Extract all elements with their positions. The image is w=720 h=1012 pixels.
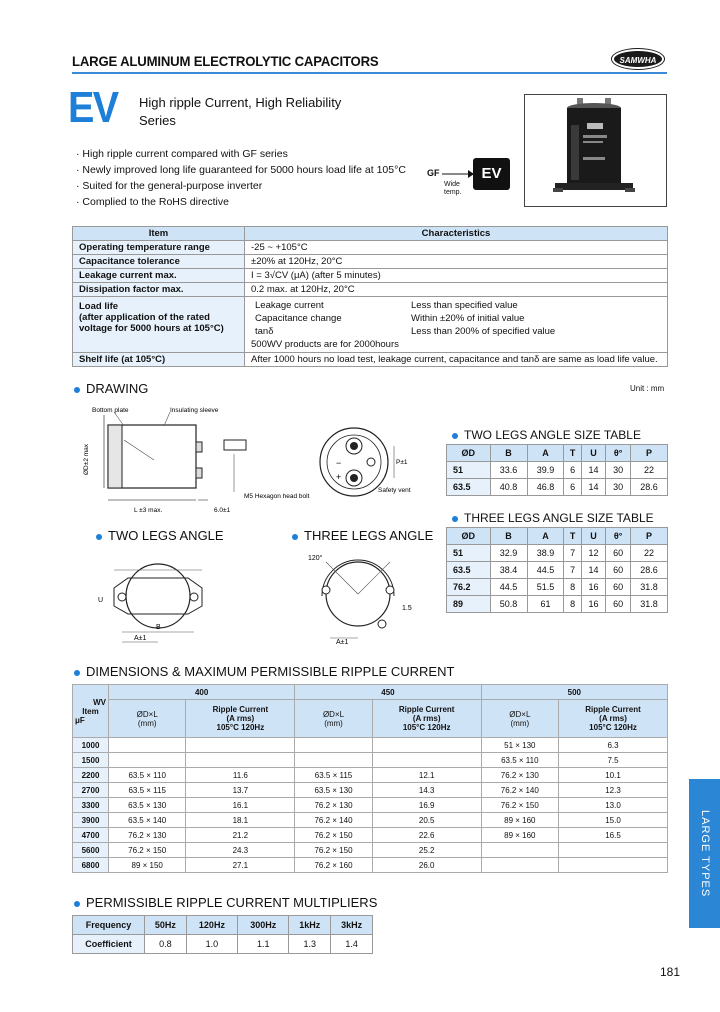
voltage-header: 400 [109,685,295,700]
uf-label: μF [75,715,85,725]
table-row [73,768,668,783]
bullet-dot-icon [74,670,80,676]
freq-cell: 120Hz [186,916,237,935]
table-row [73,828,668,843]
table-row [73,283,668,297]
cell: 76.2 × 130 [295,798,372,813]
ripple-line: (A rms) [412,714,441,723]
dimensions-title: DIMENSIONS & MAXIMUM PERMISSIBLE RIPPLE CURRENT [86,664,455,679]
label-lmax: L ±3 max. [134,507,163,514]
arrow-label [444,181,462,197]
cell: 50.8 [490,596,527,613]
cell: 10.1 [559,768,668,783]
cell: 63.5 × 130 [109,798,186,813]
cell: 16.5 [559,828,668,843]
label-15: 1.5 [402,605,412,612]
cell: 51 [447,545,491,562]
cell: 61 [527,596,564,613]
multipliers-heading [74,895,377,910]
page-number: 181 [660,965,681,979]
table-row [73,916,373,935]
capacitance-cell: 6800 [73,858,109,873]
two-legs-table-title: TWO LEGS ANGLE SIZE TABLE [464,428,641,442]
col-header: T [564,445,581,462]
cell: 27.1 [186,858,295,873]
col-header: U [581,528,606,545]
cell: 76.2 × 160 [295,858,372,873]
plus-icon: + [336,472,342,482]
spec-item: Operating temperature range [73,241,245,255]
table-row [73,269,668,283]
three-legs-drawing [296,548,436,652]
three-legs-table-title: THREE LEGS ANGLE SIZE TABLE [464,511,654,525]
minus-icon: − [336,458,342,468]
wv-label: WV [93,697,106,707]
table-row [73,297,668,353]
drawing-title: DRAWING [86,381,149,396]
cell: 6.3 [559,738,668,753]
cell: 46.8 [527,479,564,496]
feature-item: · Complied to the RoHS directive [76,194,406,210]
cell: 24.3 [186,843,295,858]
table-row [447,562,668,579]
cell [109,738,186,753]
cell: 6 [564,479,581,496]
three-legs-heading [292,528,433,543]
load-life-val: Less than 200% of specified value [411,326,556,337]
cell [372,753,481,768]
cell: 51 [447,462,491,479]
cell: 16.9 [372,798,481,813]
capacitance-cell: 2200 [73,768,109,783]
bullet-dot-icon [74,901,80,907]
label-120: 120° [308,555,323,562]
cell: 63.5 [447,479,491,496]
load-life-line: voltage for 5000 hours at 105°C) [79,323,224,334]
freq-label: Frequency [73,916,145,935]
cell: 38.4 [490,562,527,579]
table-row [73,241,668,255]
cell: 89 × 160 [481,828,558,843]
cell [109,753,186,768]
cell: 60 [606,562,631,579]
spec-value: -25 ~ +105°C [245,241,668,255]
cell [186,753,295,768]
table-row [447,596,668,613]
cell: 32.9 [490,545,527,562]
cell: 12.1 [372,768,481,783]
feature-item: · Suited for the general-purpose inverter [76,178,406,194]
col-header: P [630,528,667,545]
size-col-label: ØD×L [509,709,531,719]
load-life-item [73,297,245,353]
gf-label: GF [427,168,440,178]
table-row [73,813,668,828]
series-subtitle [139,94,341,130]
dimensions-heading [74,664,454,679]
cell: 33.6 [490,462,527,479]
col-header: A [527,528,564,545]
capacitance-cell: 5600 [73,843,109,858]
capacitance-cell: 1500 [73,753,109,768]
cell: 25.2 [372,843,481,858]
cell: 26.0 [372,858,481,873]
two-legs-table-heading [452,428,641,442]
cell [481,843,558,858]
spec-item: Shelf life (at 105°C) [73,353,245,367]
load-life-val: Within ±20% of initial value [411,313,525,324]
spec-header-char: Characteristics [245,227,668,241]
col-header: A [527,445,564,462]
spec-table [72,226,668,367]
capacitance-cell: 1000 [73,738,109,753]
size-col [481,700,558,738]
freq-cell: 300Hz [238,916,289,935]
coef-cell: 1.3 [289,935,331,954]
cell: 63.5 [447,562,491,579]
load-life-note: 500WV products are for 2000hours [251,339,399,350]
coef-cell: 1.1 [238,935,289,954]
ripple-line: Ripple Current [585,705,641,714]
cell: 14.3 [372,783,481,798]
cell: 31.8 [630,596,667,613]
cell: 28.6 [630,479,667,496]
cell: 7 [564,562,581,579]
table-row [447,545,668,562]
cell: 76.2 × 150 [109,843,186,858]
subtitle-line-1: High ripple Current, High Reliability [139,95,342,110]
series-code: EV [68,83,118,132]
load-life-values [245,297,668,353]
ripple-line: (A rms) [226,714,255,723]
cell: 11.6 [186,768,295,783]
cell: 15.0 [559,813,668,828]
cell: 60 [606,596,631,613]
arrow-label-1: Wide [444,181,460,188]
table-row [73,783,668,798]
cell: 40.8 [490,479,527,496]
label-a: A±1 [336,639,349,646]
table-row [73,255,668,269]
col-header: T [564,528,581,545]
cell [559,843,668,858]
freq-cell: 50Hz [145,916,187,935]
table-row [73,843,668,858]
arrow-right-icon [442,170,474,180]
coef-cell: 0.8 [145,935,187,954]
capacitor-drawing [74,400,434,516]
cell: 16 [581,596,606,613]
wv-corner [73,685,109,738]
ripple-line: (A rms) [599,714,627,723]
label-pm: P±1 [396,459,408,466]
cell: 39.9 [527,462,564,479]
col-header: P [630,445,667,462]
feature-list [76,146,406,210]
capacitance-cell: 4700 [73,828,109,843]
col-header: B [490,445,527,462]
spec-header-item: Item [73,227,245,241]
cell: 16.1 [186,798,295,813]
cell: 76.2 × 150 [295,843,372,858]
capacitor-image [525,95,666,206]
cell: 16 [581,579,606,596]
col-header: U [581,445,606,462]
two-legs-title: TWO LEGS ANGLE [108,528,224,543]
table-row [73,798,668,813]
feature-item: · High ripple current compared with GF series [76,146,406,162]
multipliers-table [72,915,373,954]
cell: 89 [447,596,491,613]
load-life-key: tanδ [255,326,274,337]
page-title: LARGE ALUMINUM ELECTROLYTIC CAPACITORS [72,53,379,69]
cell: 63.5 × 110 [481,753,558,768]
cell: 28.6 [630,562,667,579]
table-row [73,753,668,768]
table-row [447,462,668,479]
cell: 63.5 × 110 [109,768,186,783]
cell: 30 [606,479,631,496]
cell: 89 × 160 [481,813,558,828]
col-header: ØD [447,528,491,545]
cell: 44.5 [490,579,527,596]
cell: 6 [564,462,581,479]
size-col-unit: (mm) [137,718,157,728]
col-header: θ° [606,445,631,462]
cell: 22 [630,545,667,562]
cell: 89 × 150 [109,858,186,873]
label-sleeve: Insulating sleeve [170,407,219,414]
cell: 44.5 [527,562,564,579]
three-legs-title: THREE LEGS ANGLE [304,528,434,543]
size-col [295,700,372,738]
voltage-header: 450 [295,685,481,700]
bullet-dot-icon [74,387,80,393]
cell: 63.5 × 140 [109,813,186,828]
label-safety: Safety vent [378,487,411,494]
cell: 60 [606,579,631,596]
col-header: ØD [447,445,491,462]
size-col [109,700,186,738]
bullet-dot-icon [292,534,298,540]
brand-logo: SAMWHA [612,49,664,69]
size-col-label: ØD×L [322,709,345,719]
load-life-val: Less than specified value [411,300,518,311]
cell: 76.2 × 150 [295,828,372,843]
cell: 76.2 × 130 [109,828,186,843]
arrow-label-2: temp. [444,189,462,196]
bullet-dot-icon [96,534,102,540]
ripple-col [559,700,668,738]
label-a: A±1 [134,635,147,642]
spec-value: I = 3√CV (μA) (after 5 minutes) [245,269,668,283]
ripple-col [372,700,481,738]
cell: 13.7 [186,783,295,798]
spec-item: Leakage current max. [73,269,245,283]
bullet-dot-icon [452,516,458,522]
cell: 14 [581,479,606,496]
cell: 7 [564,545,581,562]
freq-cell: 1kHz [289,916,331,935]
cell: 20.5 [372,813,481,828]
load-life-key: Capacitance change [255,313,342,324]
freq-cell: 3kHz [331,916,373,935]
cell: 76.2 × 140 [481,783,558,798]
item-label: Item [82,706,99,716]
ripple-line: Ripple Current [212,705,269,714]
table-row [447,579,668,596]
table-row [73,738,668,753]
cell [295,738,372,753]
label-bottom-plate: Bottom plate [92,407,129,414]
coef-cell: 1.0 [186,935,237,954]
coef-label: Coefficient [73,935,145,954]
ripple-line: 105°C 120Hz [402,723,451,732]
cell: 8 [564,596,581,613]
cell: 76.2 × 130 [481,768,558,783]
spec-item: Dissipation factor max. [73,283,245,297]
label-dim: 6.0±1 [214,507,231,514]
cell: 22 [630,462,667,479]
cell: 76.2 × 150 [481,798,558,813]
cell [295,753,372,768]
cell: 21.2 [186,828,295,843]
dimensions-table [72,684,668,873]
cell: 30 [606,462,631,479]
cell: 7.5 [559,753,668,768]
cell [372,738,481,753]
two-legs-drawing [84,548,234,652]
cell: 13.0 [559,798,668,813]
cell: 76.2 × 140 [295,813,372,828]
label-u: U [98,597,104,604]
col-header: θ° [606,528,631,545]
cell: 22.6 [372,828,481,843]
spec-value: After 1000 hours no load test, leakage current, capacitance and tanδ are same as load life value. [245,353,668,367]
cell: 63.5 × 130 [295,783,372,798]
side-tab-large-types[interactable]: LARGE TYPES [689,779,720,928]
ev-badge: EV [473,158,510,190]
capacitance-cell: 3300 [73,798,109,813]
size-col-unit: (mm) [324,718,343,728]
bullet-dot-icon [452,433,458,439]
cell [481,858,558,873]
cell [559,858,668,873]
label-b: B [156,624,161,631]
product-photo [524,94,667,207]
col-header: B [490,528,527,545]
load-life-line: (after application of the rated [79,312,210,323]
label-phi: ØD±2 max [83,443,90,475]
title-underline [72,72,667,74]
table-row [73,353,668,367]
label-bolt: M5 Hexagon head bolt [244,493,310,500]
subtitle-line-2: Series [139,113,176,128]
cell: 60 [606,545,631,562]
cell: 8 [564,579,581,596]
two-legs-size-table [446,444,668,496]
ripple-col [186,700,295,738]
feature-item: · Newly improved long life guaranteed for 5000 hours load life at 105°C [76,162,406,178]
ripple-line: Ripple Current [398,705,455,714]
cell: 51 × 130 [481,738,558,753]
cell: 76.2 [447,579,491,596]
cell: 14 [581,462,606,479]
spec-item: Capacitance tolerance [73,255,245,269]
cell: 14 [581,562,606,579]
cell: 18.1 [186,813,295,828]
cell: 12.3 [559,783,668,798]
table-row [447,479,668,496]
ripple-line: 105°C 120Hz [216,723,265,732]
three-legs-table-heading [452,511,654,525]
coef-cell: 1.4 [331,935,373,954]
drawing-heading [74,381,148,396]
capacitance-cell: 2700 [73,783,109,798]
two-legs-heading [96,528,224,543]
cell: 12 [581,545,606,562]
cell: 63.5 × 115 [109,783,186,798]
ripple-line: 105°C 120Hz [589,723,637,732]
capacitance-cell: 3900 [73,813,109,828]
cell: 51.5 [527,579,564,596]
table-row [73,935,373,954]
cell: 63.5 × 115 [295,768,372,783]
cell: 38.9 [527,545,564,562]
three-legs-size-table [446,527,668,613]
load-life-key: Leakage current [255,300,324,311]
load-life-line: Load life [79,301,119,312]
voltage-header: 500 [481,685,667,700]
table-row [73,858,668,873]
spec-value: ±20% at 120Hz, 20°C [245,255,668,269]
spec-value: 0.2 max. at 120Hz, 20°C [245,283,668,297]
unit-note: Unit : mm [630,384,665,393]
size-col-label: ØD×L [136,709,158,719]
cell [186,738,295,753]
size-col-unit: (mm) [510,718,530,728]
multipliers-title: PERMISSIBLE RIPPLE CURRENT MULTIPLIERS [86,895,378,910]
cell: 31.8 [630,579,667,596]
